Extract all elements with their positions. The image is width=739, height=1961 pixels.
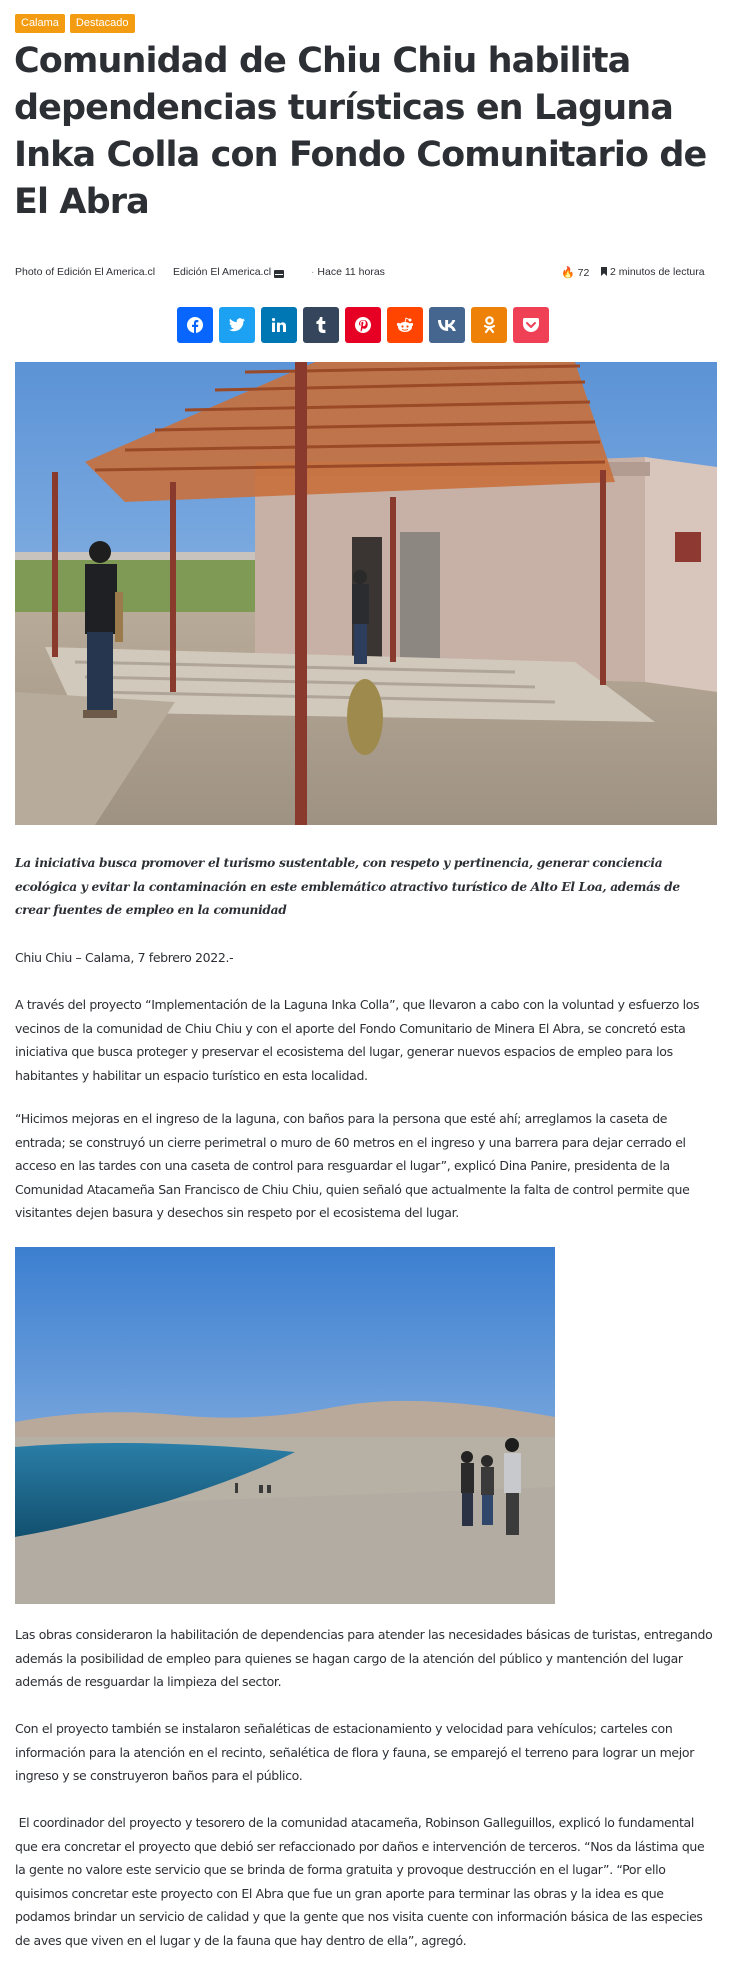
separator-dot: · [311, 266, 315, 278]
paragraph-4: Con el proyecto también se instalaron señaléticas de estacionamiento y velocidad para vehículos; carteles con información para la atención en el recinto, señalética de flora y fauna, se emparejó el terreno para lograr un mejor ingreso y se construyeron baños para el público. [15, 1721, 694, 1783]
reading-time [601, 266, 705, 278]
lagoon-image [15, 1247, 555, 1604]
author-link[interactable]: Edición El America.cl [173, 266, 272, 278]
publish-time [311, 266, 385, 278]
paragraph-3: Las obras consideraron la habilitación de dependencias para atender las necesidades básicas de turistas, entregando además la posibilidad de empleo para quienes se hagan cargo de la atención del público y mantención del lugar además de resguardar la limpieza del sector. [15, 1627, 713, 1689]
linkedin-icon [272, 318, 286, 332]
pinterest-icon [355, 317, 371, 333]
share-twitter-button[interactable] [219, 307, 255, 343]
laguna-inka-colla-photo [15, 1247, 555, 1604]
share-linkedin-button[interactable] [261, 307, 297, 343]
share-odnoklassniki-button[interactable] [471, 307, 507, 343]
share-facebook-button[interactable] [177, 307, 213, 343]
odnoklassniki-icon [484, 316, 495, 334]
paragraph-5: El coordinador del proyecto y tesorero de la comunidad atacameña, Robinson Galleguillos, explicó lo fundamental que era concretar el proyecto que debió ser refaccionado por daños e intervención de terceros. “Nos da lástima que la gente no valore este servicio que se brinda de forma gratuita y provoque destrucción en el lugar”. “Por ello quisimos concretar este proyecto con El Abra que fue un gran aporte para terminar las obras y la idea es que podamos brindar un servicio de calidad y que la gente que nos visita cuente con información básica de las especies de aves que viven en el lugar y de la fauna que hay dentro de ella”, agregó. [15, 1815, 708, 1948]
pergola-building-photo [15, 362, 717, 825]
views-count [561, 266, 589, 279]
dateline: Chiu Chiu – Calama, 7 febrero 2022.- [15, 950, 234, 965]
twitter-icon [229, 318, 245, 332]
bookmark-icon [601, 267, 607, 276]
author-block [173, 266, 284, 278]
tumblr-icon [316, 317, 326, 333]
views-text: 72 [577, 267, 590, 279]
article-title: Comunidad de Chiu Chiu habilita dependencias turísticas en Laguna Inka Colla con Fondo Comunitario de El Abra [14, 41, 707, 222]
category-tags [15, 14, 135, 33]
person-doorway [352, 570, 369, 664]
author-photo-caption: Photo of Edición El America.cl [15, 266, 156, 278]
reading-time-text: 2 minutos de lectura [610, 266, 705, 278]
share-tumblr-button[interactable] [303, 307, 339, 343]
share-reddit-button[interactable] [387, 307, 423, 343]
publish-time-text: Hace 11 horas [317, 266, 385, 278]
paragraph-2: “Hicimos mejoras en el ingreso de la laguna, con baños para la persona que esté ahí; arreglamos la caseta de entrada; se construyó un cierre perimetral o muro de 60 metros en el ingreso y una barrera para dejar cerrado el acceso en las tardes con una caseta de control para resguardar el lugar”, explicó Dina Panire, presidenta de la Comunidad Atacameña San Francisco de Chiu Chiu, quien señaló que actualmente la falta de control permite que visitantes dejen basura y desechos sin respeto por el ecosistema del lugar. [15, 1111, 690, 1220]
share-buttons [177, 307, 549, 343]
flame-icon: 🔥 [561, 267, 575, 279]
article-meta [15, 264, 717, 282]
paragraph-1: A través del proyecto “Implementación de la Laguna Inka Colla”, que llevaron a cabo con la voluntad y esfuerzo los vecinos de la comunidad de Chiu Chiu y con el aporte del Fondo Comunitario de Minera El Abra, se concretó esta iniciativa que busca proteger y preservar el ecosistema del lugar, generar nuevos espacios de empleo para los habitantes y habilitar un espacio turístico en esta localidad. [15, 997, 700, 1083]
envelope-icon[interactable] [274, 270, 284, 278]
reddit-icon [396, 317, 414, 333]
share-vk-button[interactable] [429, 307, 465, 343]
category-destacado[interactable]: Destacado [70, 14, 135, 33]
pocket-icon [523, 318, 539, 333]
facebook-icon [187, 317, 203, 333]
share-pinterest-button[interactable] [345, 307, 381, 343]
vk-icon [438, 320, 456, 331]
category-calama[interactable]: Calama [15, 14, 65, 33]
share-pocket-button[interactable] [513, 307, 549, 343]
article-lead: La iniciativa busca promover el turismo sustentable, con respeto y pertinencia, generar conciencia ecológica y evitar la contaminación en este emblemático atractivo turístico de Alto El Loa, además de crear fuentes de empleo en la comunidad [15, 856, 680, 917]
featured-image [15, 362, 717, 825]
